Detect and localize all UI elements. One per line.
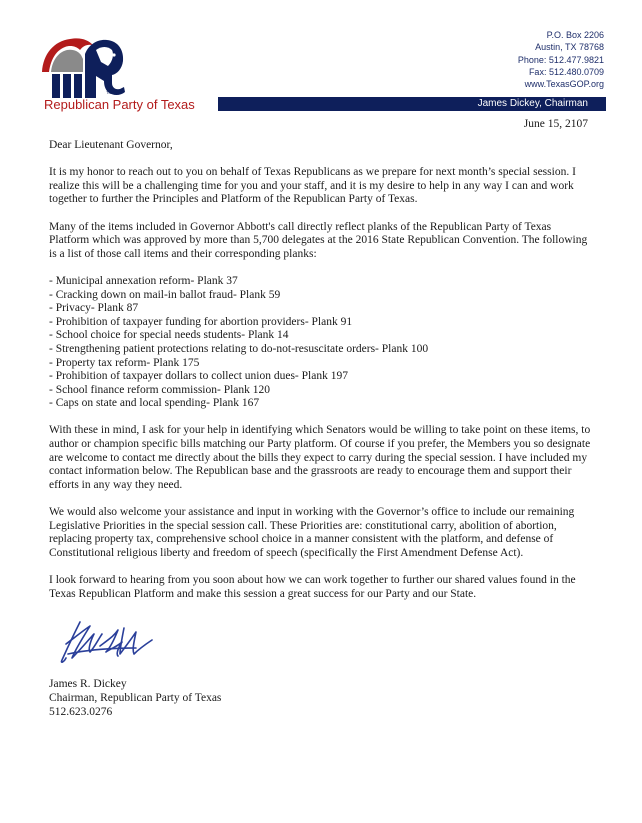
fax-number: Fax: 512.480.0709 — [528, 66, 604, 77]
paragraph: We would also welcome your assistance and input in working with the Governor’s office to include our remaining Legislative Priorities in the special session call. These Priorities are: constitutional carry, abolition of abortion, replacing property tax, comprehensive school choice in a manner consistent with the platform, and defense of Constitutional religious liberty and freedom of speech (specifically the First Amendment Defense Act). — [49, 506, 575, 559]
list-item: - Strengthening patient protections relating to do-not-resuscitate orders- Plank 100 — [49, 342, 429, 355]
contact-block — [518, 29, 604, 90]
letter-body — [49, 139, 594, 615]
org-name: Republican Party of Texas — [44, 97, 195, 112]
signer-phone: 512.623.0276 — [49, 706, 113, 718]
list-item: - Cracking down on mail-in ballot fraud- Plank 59 — [49, 288, 281, 301]
plank-list — [49, 275, 594, 411]
chairman-banner — [218, 97, 606, 111]
list-item: - Prohibition of taxpayer funding for abortion providers- Plank 91 — [49, 315, 353, 328]
signature-block — [49, 677, 221, 719]
city-address: Austin, TX 78768 — [535, 42, 604, 53]
signature-icon — [56, 618, 166, 670]
po-box: P.O. Box 2206 — [546, 30, 604, 40]
phone-number: Phone: 512.477.9821 — [517, 54, 604, 65]
list-item: - Municipal annexation reform- Plank 37 — [49, 274, 238, 287]
paragraph: I look forward to hearing from you soon about how we can work together to further our shared values found in the Texas Republican Platform and make this session a great success for our Party and our State. — [49, 574, 576, 600]
paragraph: It is my honor to reach out to you on behalf of Texas Republicans as we prepare for next month’s special session. I realize this will be a challenging time for you and your staff, and it is my desire to help in any way I can and work together to further the Principles and Platform of the Republican Party of Texas. — [49, 166, 576, 206]
paragraph: With these in mind, I ask for your help in identifying which Senators would be willing to take point on these items, to author or champion specific bills matching our Party platform. Of course if you prefer, the Members you so designate are welcome to contact me directly about the bills they expect to carry during the special session. I have included my contact information below. The Republican base and the grassroots are ready to encourage them and support their efforts in any way they need. — [49, 424, 591, 491]
list-item: - School choice for special needs students- Plank 14 — [49, 329, 289, 342]
signer-title: Chairman, Republican Party of Texas — [49, 692, 222, 704]
list-item: - Privacy- Plank 87 — [49, 302, 139, 315]
list-item: - Prohibition of taxpayer dollars to collect union dues- Plank 197 — [49, 370, 348, 383]
paragraph: Many of the items included in Governor Abbott's call directly reflect planks of the Republican Party of Texas Platform which was approved by more than 5,700 delegates at the 2016 State Republican Convention. The following is a list of those call items and their corresponding planks: — [49, 220, 588, 260]
list-item: - Caps on state and local spending- Plank 167 — [49, 397, 260, 410]
salutation: Dear Lieutenant Governor, — [49, 139, 173, 151]
elephant-logo-icon — [36, 28, 136, 100]
banner-text: James Dickey, Chairman — [477, 98, 588, 109]
list-item: - School finance reform commission- Plank 120 — [49, 383, 271, 396]
letter-date: June 15, 2107 — [523, 118, 588, 130]
website: www.TexasGOP.org — [524, 79, 604, 90]
list-item: - Property tax reform- Plank 175 — [49, 356, 200, 369]
logo-trademark: TM — [106, 90, 112, 95]
signer-name: James R. Dickey — [49, 678, 127, 690]
